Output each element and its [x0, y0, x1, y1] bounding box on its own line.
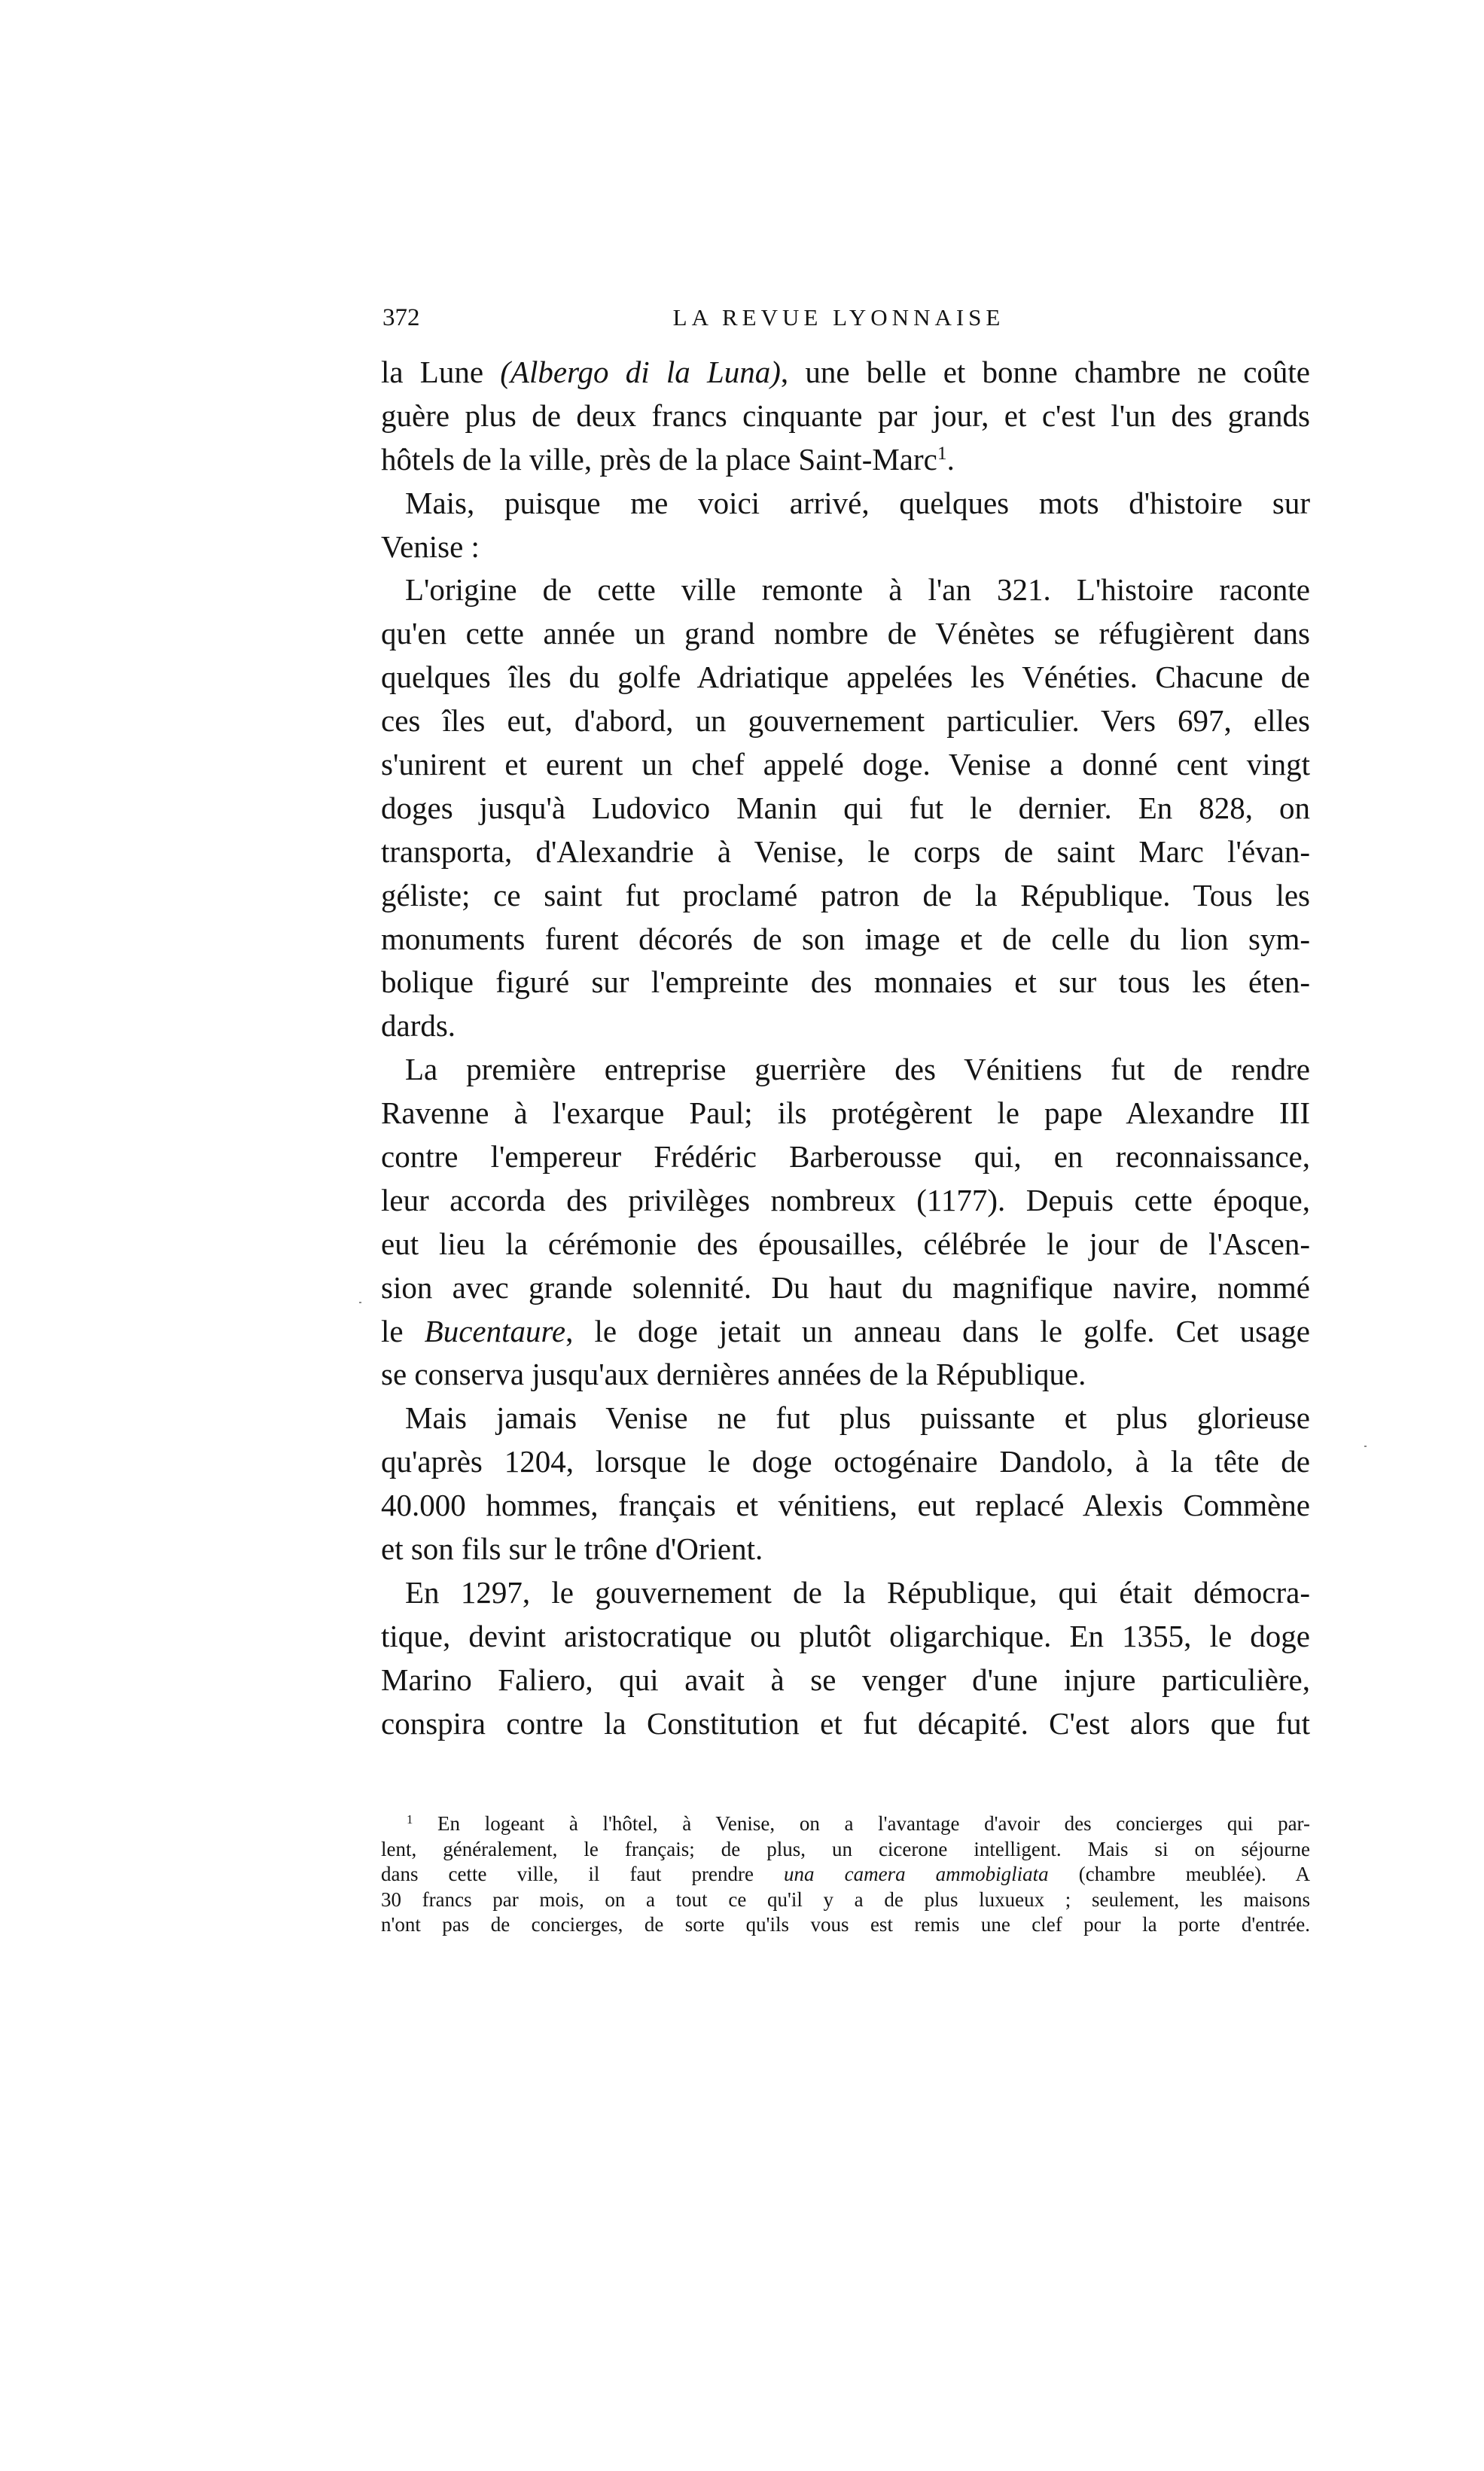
- text-line: guère plus de deux francs cinquante par jour, et c'est l'un des grands: [381, 398, 1310, 433]
- text-line: 40.000 hommes, français et vénitiens, eut replacé Alexis Commène: [381, 1488, 1310, 1523]
- text-line: la Lune (Albergo di la Luna), une belle et bonne chambre ne coûte: [381, 355, 1310, 389]
- text-line: géliste; ce saint fut proclamé patron de la République. Tous les: [381, 877, 1310, 913]
- text-line: La première entreprise guerrière des Vénitiens fut de rendre: [405, 1052, 1310, 1087]
- text-line: Marino Faliero, qui avait à se venger d'une injure particulière,: [381, 1662, 1310, 1697]
- text-line: leur accorda des privilèges nombreux (1177). Depuis cette époque,: [381, 1182, 1310, 1217]
- footnote-line: dans cette ville, il faut prendre una camera ammobigliata (chambre meublée). A: [381, 1863, 1311, 1885]
- text-line: ces îles eut, d'abord, un gouvernement particulier. Vers 697, elles: [381, 703, 1310, 739]
- text-line: bolique figuré sur l'empreinte des monnaies et sur tous les éten-: [381, 964, 1310, 1000]
- text-line: monuments furent décorés de son image et de celle du lion sym-: [381, 921, 1310, 956]
- text-line: tique, devint aristocratique ou plutôt oligarchique. En 1355, le doge: [381, 1618, 1310, 1653]
- text-line: s'unirent et eurent un chef appelé doge. Venise a donné cent vingt: [381, 747, 1310, 782]
- footnote-line: n'ont pas de concierges, de sorte qu'ils vous est remis une clef pour la porte d'entrée.: [381, 1913, 1310, 1936]
- italic-ship-name: Bucentaure: [424, 1313, 566, 1348]
- footnote-marker: 1: [407, 1811, 413, 1827]
- text-line: contre l'empereur Frédéric Barberousse qui, en reconnaissance,: [381, 1139, 1310, 1175]
- italic-phrase: (Albergo di la Luna): [500, 355, 781, 389]
- text-line: En 1297, le gouvernement de la République, qui était démocra-: [405, 1574, 1310, 1610]
- text-line: qu'en cette année un grand nombre de Vénètes se réfugièrent dans: [381, 616, 1310, 651]
- scan-speck: [359, 1302, 361, 1303]
- text-line: doges jusqu'à Ludovico Manin qui fut le dernier. En 828, on: [381, 790, 1310, 825]
- journal-title: LA REVUE LYONNAISE: [672, 304, 1005, 331]
- text-line: Mais jamais Venise ne fut plus puissante et plus glorieuse: [405, 1400, 1310, 1436]
- body-text: [381, 351, 1310, 1746]
- text-line: qu'après 1204, lorsque le doge octogénaire Dandolo, à la tête de: [381, 1444, 1310, 1479]
- text-line: se conserva jusqu'aux dernières années de la République.: [381, 1357, 1086, 1392]
- footnote-line: $^1$ En logeant à l'hôtel, à Venise, on a l'avantage d'avoir des concierges qui par-: [407, 1811, 1310, 1835]
- text-line: Mais, puisque me voici arrivé, quelques mots d'histoire sur: [405, 485, 1310, 520]
- text-line: conspira contre la Constitution et fut décapité. C'est alors que fut: [381, 1705, 1310, 1741]
- text-line: Ravenne à l'exarque Paul; ils protégèrent le pape Alexandre III: [381, 1095, 1310, 1131]
- running-head: [382, 301, 1310, 334]
- footnote-line: lent, généralement, le français; de plus, un cicerone intelligent. Mais si on séjourne: [381, 1837, 1310, 1860]
- text-line: et son fils sur le trône d'Orient.: [381, 1531, 763, 1567]
- text-line: L'origine de cette ville remonte à l'an 321. L'histoire raconte: [405, 572, 1310, 608]
- text-line: quelques îles du golfe Adriatique appelées les Vénéties. Chacune de: [381, 660, 1310, 695]
- text-line: hôtels de la ville, près de la place Saint-Marc$^1$.: [381, 441, 955, 477]
- footnote-ref[interactable]: 1: [937, 442, 947, 464]
- footnote-line: 30 francs par mois, on a tout ce qu'il y a de plus luxueux ; seulement, les maisons: [381, 1888, 1310, 1911]
- text-line: transporta, d'Alexandrie à Venise, le corps de saint Marc l'évan-: [381, 833, 1310, 869]
- italic-phrase: una camera ammobigliata: [784, 1863, 1049, 1885]
- page-number: 372: [382, 304, 420, 331]
- text-line: sion avec grande solennité. Du haut du magnifique navire, nommé: [381, 1269, 1310, 1305]
- scan-speck: [1364, 1446, 1367, 1447]
- footnote: [381, 1811, 1310, 1938]
- text-line: le Bucentaure, le doge jetait un anneau dans le golfe. Cet usage: [381, 1313, 1310, 1348]
- text-line: dards.: [381, 1008, 456, 1044]
- text-line: Venise :: [381, 529, 480, 564]
- text-line: eut lieu la cérémonie des épousailles, célébrée le jour de l'Ascen-: [381, 1226, 1310, 1261]
